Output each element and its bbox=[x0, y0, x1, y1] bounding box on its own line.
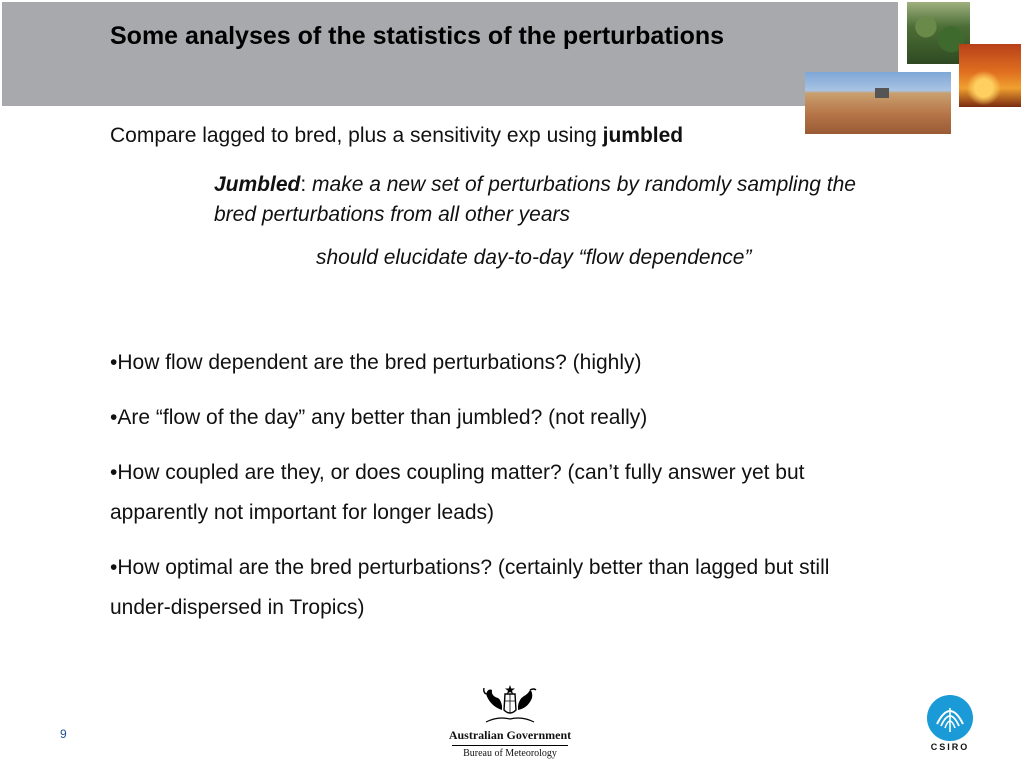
bushfire-photo bbox=[959, 44, 1021, 107]
jumbled-term: Jumbled bbox=[214, 173, 301, 196]
header-band bbox=[2, 2, 898, 106]
jumbled-colon: : bbox=[300, 173, 307, 196]
bullet-item: •How flow dependent are the bred perturbations? (highly) bbox=[110, 351, 642, 374]
jumbled-definition bbox=[214, 170, 894, 230]
bullet-list bbox=[110, 343, 890, 643]
australian-government-logo bbox=[448, 684, 572, 764]
jumbled-def-text: make a new set of perturbations by randomly sampling the bred perturbations from all other years bbox=[214, 173, 856, 226]
bureau-name: Bureau of Meteorology bbox=[463, 748, 557, 759]
divider bbox=[452, 745, 568, 746]
government-name: Australian Government bbox=[448, 728, 572, 742]
elucidate-note: should elucidate day-to-day “flow dependence” bbox=[316, 246, 752, 269]
wheat-field-photo bbox=[805, 72, 951, 134]
bullet-item: •How coupled are they, or does coupling matter? (can’t fully answer yet but apparently not important for longer leads) bbox=[110, 461, 805, 524]
intro-line bbox=[110, 124, 683, 148]
intro-bold-term: jumbled bbox=[602, 124, 684, 147]
coat-of-arms-icon bbox=[478, 684, 542, 726]
csiro-logo bbox=[924, 694, 976, 754]
bullet-item: •How optimal are the bred perturbations? (certainly better than lagged but still under-dispersed in Tropics) bbox=[110, 556, 830, 619]
intro-text: Compare lagged to bred, plus a sensitivity exp using bbox=[110, 124, 603, 147]
bullet-item: •Are “flow of the day” any better than jumbled? (not really) bbox=[110, 406, 648, 429]
slide-title: Some analyses of the statistics of the perturbations bbox=[110, 22, 725, 50]
page-number: 9 bbox=[60, 727, 67, 741]
csiro-emblem-icon bbox=[924, 694, 976, 742]
csiro-wordmark: CSIRO bbox=[930, 742, 970, 752]
